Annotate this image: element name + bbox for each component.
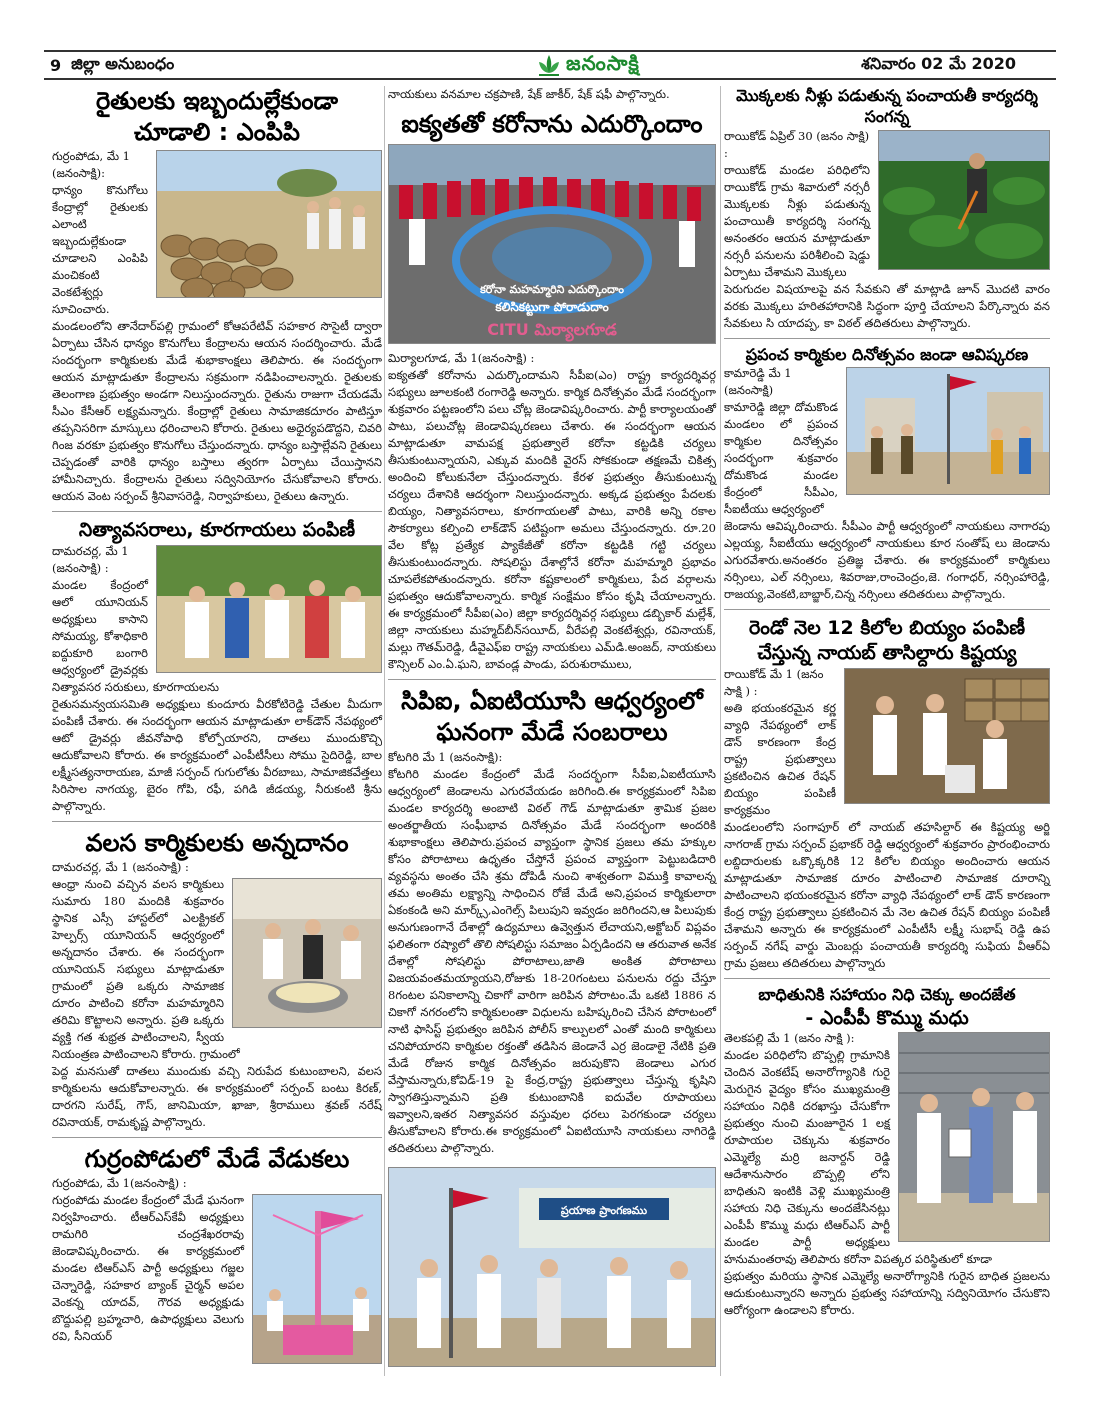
headline: వలస కార్మికులకు అన్నదానం bbox=[85, 829, 349, 858]
dateline: దామరచర్ల, మే 1 (జనంసాక్షి) : bbox=[52, 860, 189, 875]
dateline: తెలకపల్లి మే 1 (జనం సాక్షి ): bbox=[724, 1031, 855, 1046]
photo-distribution-group bbox=[156, 545, 382, 673]
headline: ప్రపంచ కార్మికుల దినోత్సవం జండా ఆవిష్కరణ bbox=[745, 344, 1029, 364]
photo-bus-stand-gathering bbox=[388, 1167, 716, 1367]
article-body: ప్రభుత్వం మరియు స్థానిక ఎమ్మెల్యే అనారోగ్యానికి గురైన బాధిత ప్రజలను ఆదుకుంటున్నారని అన్నారు ప్రభుత్వ సహాయాన్ని సద్వినియోగం చేసుకొని ఆరోగ్యంగా ఉండాలని కోరారు. bbox=[724, 1269, 1050, 1318]
road-slogan-2: కలిసికట్టుగా పోరాడుదాం bbox=[495, 300, 609, 315]
page-number: 9 bbox=[50, 55, 62, 75]
dateline: దామరచర్ల, మే 1 (జనంసాక్షి) : bbox=[52, 544, 129, 576]
article-migrant-meals bbox=[52, 828, 382, 1131]
article-body: జెండాను ఆవిష్కరించారు. సీపీఎం పార్టీ ఆధ్వర్యంలో నాయకులు నాగారపు ఎల్లయ్య, సీఐటీయు ఆధ్వర్యంలో నాయకులు కూర సంతోష్ లు జెండాను ఎగురవేశారు.అనంతరం ప్రతిజ్ఞ చేశారు. ఈ కార్యక్రమంలో కార్మికులు నర్సింలు, ఎల్ నర్సింలు, శివరాజు,రాంచెంద్రం,జె. గంగాధర్, నర్సింహారెడ్డి, రాజయ్య,వెంకటి,బాబ్జార్,చిన్న నర్సింలు తదితరులు పాల్గొన్నారు. bbox=[724, 519, 1050, 602]
article-body: ధాన్యం కొనుగోలు కేంద్రాల్లో రైతులకు ఎలాంటి ఇబ్బందుల్లేకుండా చూడాలని ఎంపిపి మంచికంటి వెంకటేశ్వర్లు సూచించారు. bbox=[52, 183, 148, 317]
photo-nursery-watering bbox=[878, 130, 1050, 270]
column-middle bbox=[388, 86, 716, 1373]
dateline: గుర్రంపోడు, మే 1 (జనంసాక్షి): bbox=[52, 149, 130, 181]
photo-citu-rally-road-painting bbox=[388, 144, 716, 344]
headline: రెండో నెల 12 కిలోల బియ్యం పంపిణీ bbox=[748, 617, 1026, 640]
masthead bbox=[44, 50, 1056, 80]
article-cmrf-cheque bbox=[724, 985, 1050, 1319]
column-right bbox=[724, 86, 1050, 1319]
headline: నిత్యావసరాలు, కూరగాయలు పంపిణీ bbox=[78, 519, 356, 542]
column-divider bbox=[720, 86, 721, 1376]
headline: బాధితునికి సహాయం నిధి చెక్కు అందజేత bbox=[758, 984, 1016, 1004]
article-separator bbox=[724, 609, 1050, 610]
column-left bbox=[52, 86, 382, 1368]
article-body: మండలంలోని తానేదార్‌పల్లి గ్రామంలో కోఆపరేటివ్ సహకార సొసైటీ ద్వారా ఏర్పాటు చేసిన ధాన్యం కొనుగోలు కేంద్రాలను ఆయన సందర్శించారు. మేడే సందర్భంగా కార్మికులకు మేడే శుభాకాంక్షలు తెలిపారు. ఈ సందర్భంగా ఆయన మాట్లాడుతూ కేంద్రాలను సక్రమంగా నడిపించాలన్నారు. రైతులకు తెలంగాణ ప్రభుత్వం అండగా నిలుస్తుందన్నారు. రైతును రాజుగా చేయడమే సీఎం కేసీఆర్ లక్ష్యమన్నారు. కేంద్రాల్లో రైతులు సామాజికదూరం పాటిస్తూ తప్పనిసరిగా మాస్కులు ధరించాలని కోరారు. రైతులు అధైర్యపడొద్దని, చివరి గింజ వరకూ ప్రభుత్వం కొనుగోలు చేస్తుందన్నారు. ధాన్యం బస్తాల్లేవని రైతులు చెప్పడంతో వారికి ధాన్యం బస్తాలు త్వరగా ఏర్పాటు చేయిస్తానని హామీనిచ్చారు. కేంద్రాలను రైతులు సద్వినియోగం చేసుకోవాలని కోరారు. ఆయన వెంట సర్పంచ్ శ్రీనివాసరెడ్డి, నిర్వాహకులు, రైతులు ఉన్నారు. bbox=[52, 319, 382, 504]
dateline: గుర్రంపోడు, మే 1(జనంసాక్షి) : bbox=[52, 1176, 187, 1191]
article-separator bbox=[388, 679, 716, 680]
headline: చూడాలి : ఎంపిపి bbox=[133, 118, 300, 147]
dateline: కోటగిరి మే 1 (జనంసాక్షి): bbox=[388, 749, 503, 764]
newspaper-logo bbox=[536, 50, 640, 80]
article-separator bbox=[724, 978, 1050, 979]
article-rice-distribution bbox=[724, 616, 1050, 971]
dateline: రాయికోడ్ మే 1 (జనం సాక్షి ) : bbox=[724, 666, 824, 698]
article-body: కోటగిరి మండల కేంద్రంలో మేడే సందర్భంగా సీపీఐ,ఏఐటీయూసి ఆధ్వర్యంలో జెండాలను ఎగురవేయడం జరిగింది.ఈ కార్యక్రమంలో సిపిఐ మండల కార్యదర్శి అంబాటి విఠల్ గౌడ్ మాట్లాడుతూ శ్రామిక ప్రజల అంతర్జాతీయ సంఘీభావ దినోత్సవం మేడే సందర్భంగా అందరికి శుభాకాంక్షలు తెలిపారు.ప్రపంచ వ్యాప్తంగా స్థానిక ప్రజలు తమ హక్కుల కోసం పోరాటాలు ఉధృతం చేస్తోనే ప్రపంచ వ్యాప్తంగా పెట్టుబడిదారి వ్యవస్థను అంతం చేసి శ్రమ దోపిడీ నుంచి శాశ్వతంగా విముక్తి కావాలన్న తమ అంతిమ లక్ష్యాన్ని సాధించిన రోజే మేడే అని,ప్రపంచ కార్మికులారా ఏకంకండి అని మార్క్స్,ఎంగెల్స్ పిలుపుని ఇవ్వడం జరిగిందని,ఆ పిలుపుకు అనుగుణంగానే దేశాల్లో ఉద్యమాలు ఉవ్వెత్తున లేచాయని,అక్టోబర్ విప్లవం ఫలితంగా రష్యాలో తొలి సోషలిస్టు సమాజం ఏర్పడిందని ఆ తరువాత అనేక దేశాల్లో సోషలిస్టు పోరాటాలు,జాతి అంకిత పోరాటాలు విజయవంతమయ్యాయని,రోజుకు 18-20గంటలు పనులను రద్దు చేస్తూ 8గంటల పనికాలాన్ని చికాగో వారిగా జరిపిన పోరాటం.మే ఒకటి 1886 న చికాగో నగరంలోని కార్మికులంతా విధులను బహిష్కరించి చేసిన పోరాటంలో నాటి ఫాసిస్ట్ ప్రభుత్వం జరిపిన పోలీస్ కాల్పులలో ఎంతో మంది కార్మికులు చనిపోయారని కార్మికుల రక్తంతో తడిసిన జెండానే ఎర్ర జెండాలై నేటికి ప్రతి మేడే రోజున కార్మిక దినోత్సవం జరుపుకొని జెండాలు ఎగుర వేస్తామన్నారు,కోవిడ్-19 పై కేంద్ర,రాష్ట్ర ప్రభుత్వాలు చేస్తున్న కృషిని స్వాగతిస్తున్నామని ప్రతి కుటుంబానికి ఐదువేల రూపాయలు ఇవ్వాలని,ఇతర నిత్యావసర వస్తువుల ధరలు పెరగకుండా చర్యలు తీసుకోవాలని కోరారు.ఈ కార్యక్రమంలో ఏఐటియూసి నాయకులు నాగిరెడ్డి తదితరులు పాల్గొన్నారు. bbox=[388, 766, 716, 1155]
road-slogan-1: కరోనా మహమ్మారిని ఎదుర్కొందాం bbox=[480, 283, 624, 297]
article-body: గుర్రంపోడు మండల కేంద్రంలో మేడే ఘనంగా నిర్వహించారు. టీఆర్ఎస్‌కేవీ అధ్యక్షులు రామగిరి చంద్రశేఖరరావు జెండావిష్కరించారు. ఈ కార్యక్రమంలో మండల టిఆర్ఎస్ పార్టీ అధ్యక్షులు గజ్జల చెన్నారెడ్డి, సహకార బ్యాంక్ చైర్మన్ అపల వెంకన్న యాదవ్, గౌరవ అధ్యక్షుడు బొద్దుపల్లి బ్రహ్మచారి, ఉపాధ్యక్షులు వెలుగు రవి, సీనియర్ bbox=[52, 1193, 244, 1344]
headline: ఘనంగా మేడే సంబరాలు bbox=[436, 718, 668, 747]
article-body-continuation: నాయకులు వనమాల చక్రపాణి, షేక్ జాకీర్, షేక్ షఫీ పాల్గొన్నారు. bbox=[388, 87, 670, 101]
headline: మొక్కలకు నీళ్లు పడుతున్న పంచాయతీ కార్యదర్శి సంగన్న bbox=[736, 86, 1038, 126]
article-body: పెద్ద మనసుతో దాతలు ముందుకు వచ్చి నిరుపేద కుటుంబాలని, వలస కార్మికులను ఆదుకోవాలన్నారు. ఈ కార్యక్రమంలో సర్పంచ్ బంటు కిరణ్, దారగని సురేష్, గౌస్, జానిమియా, ఖాజా, శ్రీరాములు శ్రవణ్ నరేష్ రవినాయక్, రామకృష్ణ పాల్గొన్నారు. bbox=[52, 1064, 382, 1130]
article-body: అతి భయంకరమైన కర్ణ వ్యాధి నేపథ్యంలో లాక్ డౌన్ కారణంగా కేంద్ర రాష్ట్ర ప్రభుత్వాలు ప్రకటించిన ఉచిత రేషన్ బియ్యం పంపిణీ కార్యక్రమం bbox=[724, 700, 836, 817]
photo-rice-bags bbox=[844, 668, 1050, 804]
photo-grain-sacks bbox=[156, 150, 382, 298]
headline: - ఎంపీపీ కొమ్ము మధు bbox=[805, 1006, 969, 1029]
article-body: రైతుసమన్వయసమితి అధ్యక్షులు కుందూరు వీరకోటిరెడ్డి చేతుల మీదుగా పంపిణీ చేశారు. ఈ సందర్భంగా ఆయన మాట్లాడుతూ లాక్‌డౌన్ నేపథ్యంలో ఆటో డ్రైవర్లు జీవనోపాధి కోల్పోయారని, దాతలు ముందుకొచ్చి ఆదుకోవాలని కోరారు. ఈ కార్యక్రమంలో ఎంపీటీసీలు సోము సైదిరెడ్డి, బాల లక్ష్మీసత్యనారాయణ, మాజీ సర్పంచ్ గుగులోతు వీరబాబు, సామాజికవేత్తలు సిరిసాల నాగయ్య, బైరం గోపి, రఫీ, పగిడి జీడయ్య, నీరుకంటి శ్రీను పాల్గొన్నారు. bbox=[52, 697, 382, 814]
dateline: రాయికోడ్ ఏప్రిల్ 30 (జనం సాక్షి) : bbox=[724, 128, 870, 160]
photo-cheque-handover bbox=[898, 1032, 1050, 1242]
article-cpi-aituc-mayday bbox=[388, 686, 716, 1366]
dateline: మిర్యాలగూడ, మే 1(జనంసాక్షి) : bbox=[388, 351, 535, 366]
article-essentials-distribution bbox=[52, 518, 382, 815]
article-body: మండల కేంద్రంలో ఆలో యూనియన్ అధ్యక్షులు కాసాని సోమయ్య, కోశాధికారి ఐద్దుకూరి బంగారి ఆధ్వర్యంలో డ్రైవర్లకు నిత్యావసర సరుకులు, కూరగాయలను bbox=[52, 578, 220, 695]
headline: చేస్తున్న నాయబ్ తాసిల్దారు కిష్టయ్య bbox=[757, 642, 1017, 665]
lotus-logo-icon bbox=[536, 53, 562, 77]
article-farmers-mpp bbox=[52, 86, 382, 505]
photo-flag-hoisting bbox=[252, 1194, 382, 1364]
article-body: ఐక్యతతో కరోనాను ఎదుర్కొందామని సీపీఐ(ఎం) రాష్ట్ర కార్యదర్శివర్గ సభ్యులు జూలకంటి రంగారెడ్డి అన్నారు. కార్మిక దినోత్సవం మేడే సందర్భంగా శుక్రవారం పట్టణంలోని పలు చోట్ల జెండావిష్కరించారు. పార్టీ కార్యాలయంతో పాటు, పలుచోట్ల జెండావిష్కరణలు చేశారు. ఈ సందర్భంగా ఆయన మాట్లాడుతూ వామపక్ష ప్రభుత్వాలే కరోనా కట్టడికి చర్యలు తీసుకుంటున్నాయని, ఎక్కువ మందికి వైరస్ సోకకుండా తక్షణమే చికిత్స అందించి కోలుకునేలా చేస్తుందన్నారు. కేరళ ప్రభుత్వం తీసుకుంటున్న చర్యలు దేశానికి ఆదర్శంగా నిలుస్తుందన్నారు. అక్కడ ప్రభుత్వం పేదలకు బియ్యం, నిత్యావసరాలు, కూరగాయలతో పాటు, వారికి అన్ని రకాల సౌకర్యాలు కల్పించి లాక్‌డౌన్ పటిష్టంగా అమలు చేస్తుందన్నారు. రూ.20 వేల కోట్ల ప్రత్యేక ప్యాకేజీతో కరోనా కట్టడికి గట్టి చర్యలు తీసుకుంటుందన్నారు. సోషలిస్టు దేశాల్లోనే కరోనా మహమ్మారి ప్రభావం చూపలేకపోతుందన్నారు. కరోనా కష్టకాలంలో కార్మికులు, పేద వర్గాలను ప్రభుత్వం ఆదుకోవాలన్నారు. కార్మిక సంక్షేమం కోసం కృషి చేయాలన్నారు. ఈ కార్యక్రమంలో సీపీఐ(ఎం) జిల్లా కార్యదర్శివర్గ సభ్యులు డబ్బికార్ మల్లేశ్, జిల్లా నాయకులు మహ్మద్‌బీన్‌సయీద్, వీరేపల్లి వెంకటేశ్వర్లు, రవినాయక్, మల్లు గౌతమ్‌రెడ్డి, డీవైఎఫ్ఐ రాష్ట్ర నాయకులు ఎమ్‌డి.అంజద్, నాయకులు కౌన్సిలర్ ఎం.ఏ.ఘని, బావండ్ల పాండు, పరుశురాములు, bbox=[388, 368, 716, 672]
article-citu-unity bbox=[388, 109, 716, 673]
bus-stand-sign: ప్రయాణ ప్రాంగణము bbox=[560, 1203, 648, 1217]
column-divider bbox=[384, 86, 385, 1376]
article-nursery-watering bbox=[724, 86, 1050, 332]
article-body: మండలంలోని సంగాపూర్ లో నాయబ్ తహసిల్దార్ ఈ కిష్టయ్య అర్జి నాగరాజ్ గ్రామ సర్పంచ్ ప్రభాకర్ రెడ్డి ఆధ్వర్యంలో శుక్రవారం ప్రారంభించారు లబ్దిదారులకు ఒక్కొక్కరికి 12 కిలోల బియ్యం అందించారు ఆయన మాట్లాడుతూ సామాజిక దూరం పాటించాలి సామాజిక దూరాన్ని పాటించాలని భయంకరమైన కరోనా వ్యాధి నేపథ్యంలో లాక్ డౌన్ కారణంగా కేంద్ర రాష్ట్ర ప్రభుత్వాలు ప్రకటించిన మే నెల ఉచిత రేషన్ బియ్యం పంపిణీ చేశామని అన్నారు ఈ కార్యక్రమంలో ఎంపీటీసీ లక్ష్మీ సుభాష్ రెడ్డి ఉప సర్పంచ్ నగేష్ వార్డు మెంబర్లు పంచాయతీ కార్యదర్శి సుఫియ వీఆర్ఏ గ్రామ ప్రజలు తదితరులు పాల్గొన్నారు bbox=[724, 819, 1050, 970]
photo-food-serving bbox=[232, 878, 382, 1028]
headline: రైతులకు ఇబ్బందుల్లేకుండా bbox=[95, 87, 339, 115]
headline: గుర్రంపోడులో మేడే వేడుకలు bbox=[84, 1145, 350, 1174]
article-body: మండల పరిధిలోని బొప్పల్లి గ్రామానికి చెందిన వెంకటేష్ అనారోగ్యానికి గురై మెరుగైన వైద్యం కోసం ముఖ్యమంత్రి సహాయం నిధికి దరఖాస్తు చేసుకోగా ప్రభుత్వం నుంచి మంజూరైన 1 లక్ష రూపాయల చెక్కును శుక్రవారం ఎమ్మెల్యే మర్రి జనార్దన్ రెడ్డి ఆదేశానుసారం బొప్పల్లి లోని బాధితుని ఇంటికి వెళ్లి ముఖ్యమంత్రి సహాయ నిధి చెక్కును అందజేసినట్లు ఎంపీపీ కొమ్ము మధు టిఆర్ఎస్ పార్టీ మండల పార్టీ అధ్యక్షులు హనుమంతరావు తెలిపారు కరోనా విపత్కర పరిస్థితులో కూడా bbox=[724, 1048, 992, 1267]
photo-flag-ceremony bbox=[846, 367, 1050, 495]
headline: సిపిఐ, ఏఐటియూసి ఆధ్వర్యంలో bbox=[401, 687, 703, 716]
paper-name: జనంసాక్షి bbox=[566, 50, 640, 75]
article-separator bbox=[52, 511, 382, 512]
article-body: కామారెడ్డి జిల్లా దోమకొండ మండలం లో ప్రపంచ కార్మికుల దినోత్సవం సందర్భంగా శుక్రవారం దోమకొండ మండల కేంద్రంలో సీపీఎం, సీఐటీయు ఆధ్వర్యంలో bbox=[724, 400, 838, 517]
section-name: జిల్లా అనుబంధం bbox=[71, 53, 175, 73]
article-body: పెరుగుదల విషయాలపై వన సేవకుని తో మాట్లాడి జూన్ మొదటి వారం వరకు మొక్కలు హరితహారానికి సిద్ధంగా పూర్తి చేయాలని పేర్కొన్నారు వన సేవకులు సి యాదప్ప, కా విఠల్ తదితరులు పాల్గొన్నారు. bbox=[724, 281, 1050, 330]
article-separator bbox=[52, 1137, 382, 1138]
article-body: ఆంధ్రా నుంచి వచ్చిన వలస కార్మికులు సుమారు 180 మందికి శుక్రవారం స్థానిక ఎస్సీ హాస్టల్‌లో ఎలక్ట్రికల్ హెల్పర్స్ యూనియన్ ఆధ్వర్యంలో అన్నదానం చేశారు. ఈ సందర్భంగా యూనియన్ సభ్యులు మాట్లాడుతూ గ్రామంలో ప్రతి ఒక్కరు సామాజిక దూరం పాటించి కరోనా మహమ్మారిని తరిమి కొట్టాలని అన్నారు. ప్రతి ఒక్కరు వ్యక్తి గత శుభ్రత పాటించాలని, స్వీయ నియంత్రణ పాటించాలని కోరారు. గ్రామంలో bbox=[52, 877, 240, 1062]
issue-date: శనివారం 02 మే 2020 bbox=[861, 53, 1016, 73]
masthead-left bbox=[44, 54, 174, 77]
dateline: కామారెడ్డి మే 1 (జనంసాక్షి) bbox=[724, 366, 792, 398]
road-slogan-3: CITU మిర్యాలగూడ bbox=[487, 320, 617, 340]
headline: ఐక్యతతో కరోనాను ఎదుర్కొందాం bbox=[401, 110, 703, 138]
article-body: రాయికోడ్ మండల పరిధిలోని రాయికోడ్ గ్రామ శివారులో నర్సరీ మొక్కలకు నీళ్లు పడుతున్న పంచాయితీ కార్యదర్శి సంగన్న అనంతరం ఆయన మాట్లాడుతూ నర్సరీ పనులను పరిశీలించి షెడ్డు ఏర్పాటు చేశామని మొక్కలు bbox=[724, 162, 870, 279]
article-gurrampodu-mayday bbox=[52, 1144, 382, 1345]
article-workers-day-flag bbox=[724, 345, 1050, 604]
article-separator bbox=[52, 821, 382, 822]
article-separator bbox=[724, 338, 1050, 339]
